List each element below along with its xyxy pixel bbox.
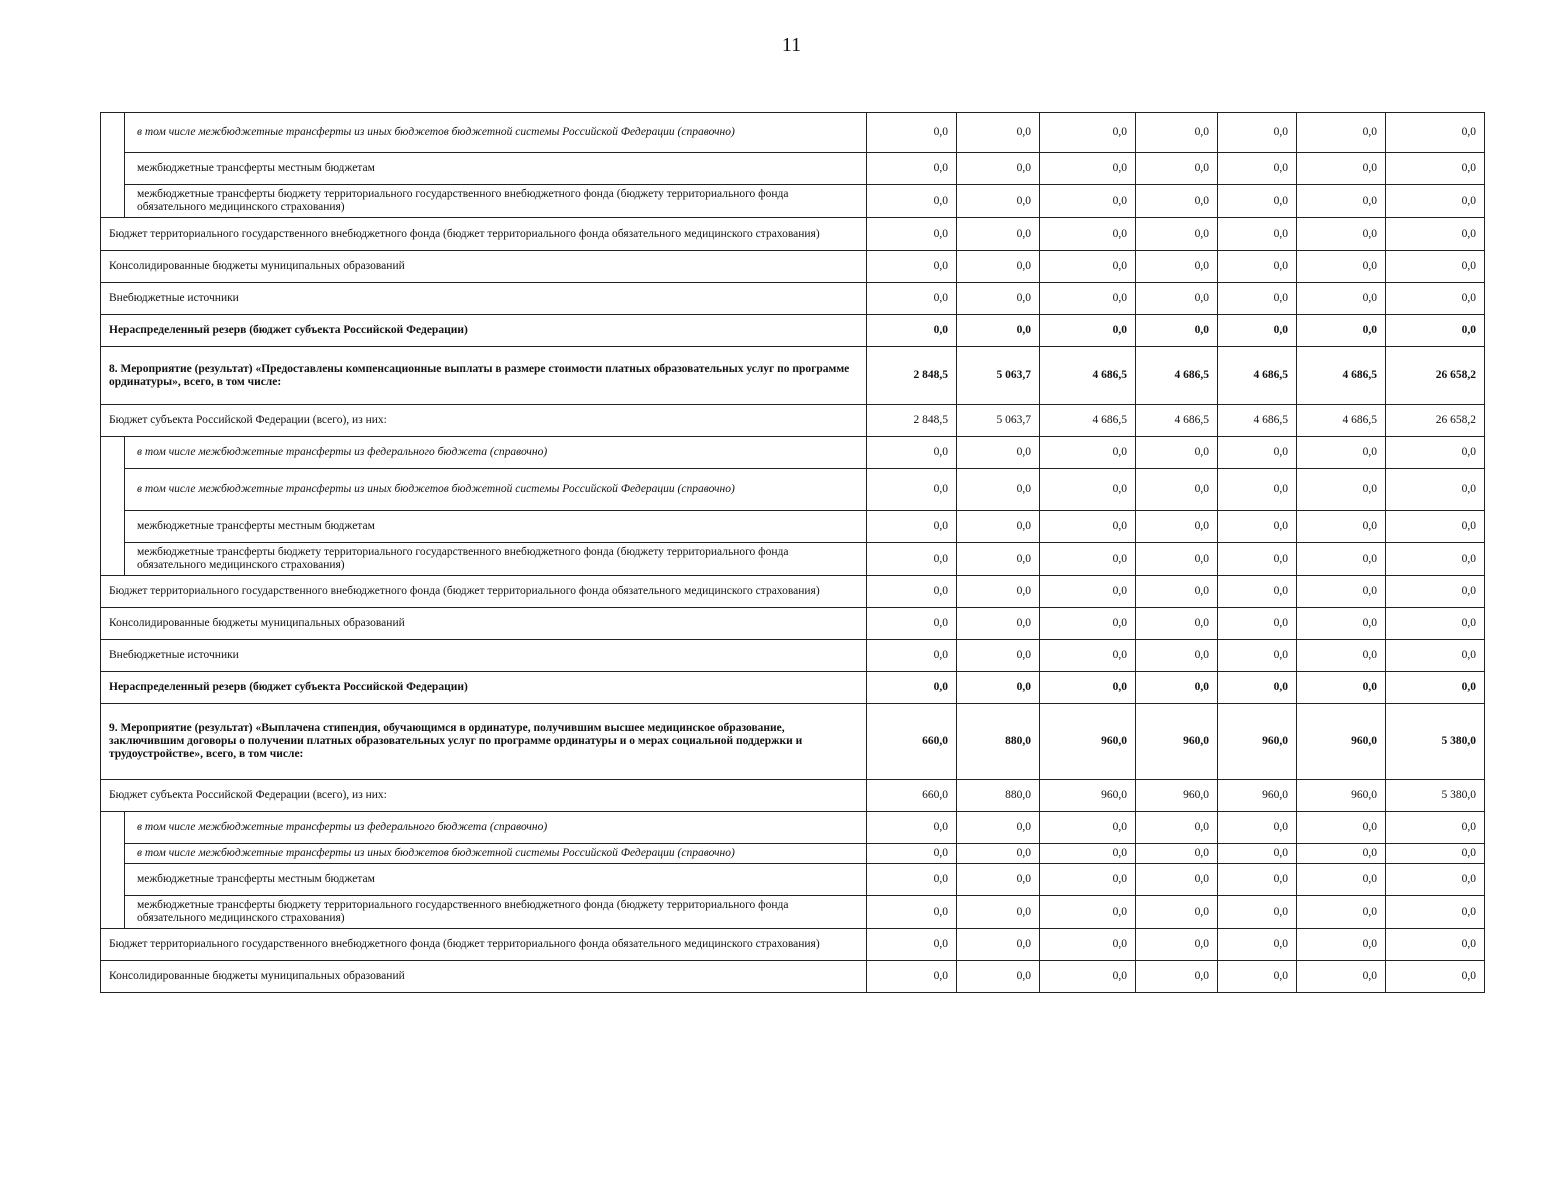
value-cell: 0,0 <box>1386 608 1485 640</box>
value-cell: 0,0 <box>1218 469 1297 511</box>
row-label: межбюджетные трансферты бюджету территориального государственного внебюджетного фонда (бюджету территориального фонда обязательного медицинского страхования) <box>125 543 867 576</box>
table-row <box>101 251 1485 283</box>
value-cell: 0,0 <box>957 961 1040 993</box>
value-cell: 0,0 <box>1386 283 1485 315</box>
value-cell: 0,0 <box>957 251 1040 283</box>
value-cell: 0,0 <box>957 437 1040 469</box>
value-cell: 0,0 <box>1040 576 1136 608</box>
value-cell: 0,0 <box>867 153 957 185</box>
indent-cell <box>101 864 125 896</box>
table-row <box>101 844 1485 864</box>
value-cell: 0,0 <box>1218 315 1297 347</box>
value-cell: 0,0 <box>1386 113 1485 153</box>
value-cell: 0,0 <box>1218 929 1297 961</box>
value-cell: 0,0 <box>1218 153 1297 185</box>
row-label: Бюджет субъекта Российской Федерации (всего), из них: <box>101 780 867 812</box>
value-cell: 0,0 <box>1136 437 1218 469</box>
value-cell: 0,0 <box>1040 153 1136 185</box>
value-cell: 0,0 <box>867 929 957 961</box>
row-label: Консолидированные бюджеты муниципальных образований <box>101 251 867 283</box>
row-label: Бюджет территориального государственного внебюджетного фонда (бюджет территориального фонда обязательного медицинского страхования) <box>101 576 867 608</box>
value-cell: 0,0 <box>1040 640 1136 672</box>
value-cell: 0,0 <box>1218 640 1297 672</box>
value-cell: 0,0 <box>1386 896 1485 929</box>
value-cell: 0,0 <box>1136 672 1218 704</box>
value-cell: 0,0 <box>1386 511 1485 543</box>
row-label: Бюджет территориального государственного внебюджетного фонда (бюджет территориального фонда обязательного медицинского страхования) <box>101 218 867 251</box>
value-cell: 0,0 <box>1040 113 1136 153</box>
value-cell: 0,0 <box>957 511 1040 543</box>
value-cell: 0,0 <box>867 608 957 640</box>
table-row <box>101 283 1485 315</box>
value-cell: 0,0 <box>1297 640 1386 672</box>
value-cell: 0,0 <box>1040 896 1136 929</box>
value-cell: 960,0 <box>1040 780 1136 812</box>
value-cell: 0,0 <box>1386 864 1485 896</box>
value-cell: 0,0 <box>1136 608 1218 640</box>
row-label: Бюджет субъекта Российской Федерации (всего), из них: <box>101 405 867 437</box>
value-cell: 0,0 <box>1136 543 1218 576</box>
table-row <box>101 896 1485 929</box>
value-cell: 0,0 <box>1136 153 1218 185</box>
table-row <box>101 929 1485 961</box>
table-row <box>101 576 1485 608</box>
indent-cell <box>101 543 125 576</box>
value-cell: 0,0 <box>1136 929 1218 961</box>
table-row <box>101 608 1485 640</box>
value-cell: 0,0 <box>1218 672 1297 704</box>
indent-cell <box>101 896 125 929</box>
value-cell: 0,0 <box>1386 961 1485 993</box>
value-cell: 0,0 <box>1297 812 1386 844</box>
row-label: 8. Мероприятие (результат) «Предоставлены компенсационные выплаты в размере стоимости платных образовательных услуг по программе ординатуры», всего, в том числе: <box>101 347 867 405</box>
table-row <box>101 864 1485 896</box>
row-label: в том числе межбюджетные трансферты из иных бюджетов бюджетной системы Российской Федерации (справочно) <box>125 113 867 153</box>
value-cell: 0,0 <box>1040 844 1136 864</box>
indent-cell <box>101 113 125 153</box>
value-cell: 4 686,5 <box>1218 405 1297 437</box>
value-cell: 0,0 <box>957 543 1040 576</box>
value-cell: 0,0 <box>1386 218 1485 251</box>
value-cell: 0,0 <box>1386 576 1485 608</box>
value-cell: 0,0 <box>1040 864 1136 896</box>
value-cell: 0,0 <box>867 576 957 608</box>
row-label: Внебюджетные источники <box>101 640 867 672</box>
value-cell: 5 380,0 <box>1386 780 1485 812</box>
value-cell: 0,0 <box>1040 672 1136 704</box>
value-cell: 0,0 <box>957 283 1040 315</box>
value-cell: 0,0 <box>1386 469 1485 511</box>
value-cell: 0,0 <box>867 218 957 251</box>
value-cell: 960,0 <box>1136 780 1218 812</box>
value-cell: 0,0 <box>1297 153 1386 185</box>
value-cell: 0,0 <box>1218 543 1297 576</box>
value-cell: 0,0 <box>1136 844 1218 864</box>
value-cell: 0,0 <box>867 961 957 993</box>
value-cell: 0,0 <box>1136 113 1218 153</box>
value-cell: 0,0 <box>1386 185 1485 218</box>
value-cell: 0,0 <box>1040 251 1136 283</box>
value-cell: 0,0 <box>957 185 1040 218</box>
table-row <box>101 511 1485 543</box>
row-label: Бюджет территориального государственного внебюджетного фонда (бюджет территориального фонда обязательного медицинского страхования) <box>101 929 867 961</box>
value-cell: 0,0 <box>1386 153 1485 185</box>
value-cell: 0,0 <box>1218 844 1297 864</box>
table-row <box>101 405 1485 437</box>
value-cell: 0,0 <box>867 315 957 347</box>
table-row <box>101 315 1485 347</box>
value-cell: 0,0 <box>1136 640 1218 672</box>
value-cell: 0,0 <box>1386 672 1485 704</box>
value-cell: 0,0 <box>867 896 957 929</box>
row-label: межбюджетные трансферты бюджету территориального государственного внебюджетного фонда (бюджету территориального фонда обязательного медицинского страхования) <box>125 185 867 218</box>
value-cell: 0,0 <box>1040 608 1136 640</box>
value-cell: 0,0 <box>1297 469 1386 511</box>
value-cell: 0,0 <box>867 113 957 153</box>
value-cell: 0,0 <box>1136 315 1218 347</box>
budget-table <box>100 112 1485 993</box>
value-cell: 0,0 <box>1136 469 1218 511</box>
value-cell: 960,0 <box>1218 704 1297 780</box>
value-cell: 0,0 <box>1297 576 1386 608</box>
table-row <box>101 218 1485 251</box>
table-row <box>101 185 1485 218</box>
value-cell: 0,0 <box>867 437 957 469</box>
value-cell: 0,0 <box>1040 543 1136 576</box>
row-label: в том числе межбюджетные трансферты из федерального бюджета (справочно) <box>125 437 867 469</box>
row-label: Внебюджетные источники <box>101 283 867 315</box>
value-cell: 0,0 <box>1386 315 1485 347</box>
table-body <box>101 113 1485 993</box>
value-cell: 0,0 <box>957 812 1040 844</box>
row-label: Консолидированные бюджеты муниципальных образований <box>101 608 867 640</box>
value-cell: 26 658,2 <box>1386 347 1485 405</box>
value-cell: 960,0 <box>1218 780 1297 812</box>
value-cell: 4 686,5 <box>1040 347 1136 405</box>
value-cell: 0,0 <box>1297 113 1386 153</box>
value-cell: 0,0 <box>1218 218 1297 251</box>
value-cell: 960,0 <box>1297 780 1386 812</box>
value-cell: 0,0 <box>1386 844 1485 864</box>
table-row <box>101 640 1485 672</box>
indent-cell <box>101 844 125 864</box>
value-cell: 0,0 <box>1218 576 1297 608</box>
table-row <box>101 704 1485 780</box>
value-cell: 0,0 <box>1386 929 1485 961</box>
value-cell: 5 063,7 <box>957 405 1040 437</box>
value-cell: 4 686,5 <box>1040 405 1136 437</box>
value-cell: 0,0 <box>1386 543 1485 576</box>
value-cell: 0,0 <box>1218 864 1297 896</box>
value-cell: 960,0 <box>1297 704 1386 780</box>
indent-cell <box>101 437 125 469</box>
table-row <box>101 437 1485 469</box>
value-cell: 0,0 <box>1297 608 1386 640</box>
table-row <box>101 543 1485 576</box>
table-row <box>101 780 1485 812</box>
value-cell: 5 380,0 <box>1386 704 1485 780</box>
value-cell: 0,0 <box>867 251 957 283</box>
value-cell: 0,0 <box>1297 672 1386 704</box>
value-cell: 0,0 <box>1040 283 1136 315</box>
value-cell: 0,0 <box>867 511 957 543</box>
value-cell: 0,0 <box>867 469 957 511</box>
value-cell: 0,0 <box>1040 929 1136 961</box>
value-cell: 2 848,5 <box>867 405 957 437</box>
value-cell: 0,0 <box>957 153 1040 185</box>
value-cell: 960,0 <box>1040 704 1136 780</box>
value-cell: 0,0 <box>1297 961 1386 993</box>
value-cell: 0,0 <box>1218 961 1297 993</box>
value-cell: 0,0 <box>957 576 1040 608</box>
value-cell: 0,0 <box>1040 437 1136 469</box>
value-cell: 4 686,5 <box>1218 347 1297 405</box>
value-cell: 0,0 <box>1040 511 1136 543</box>
value-cell: 4 686,5 <box>1136 347 1218 405</box>
value-cell: 0,0 <box>1386 812 1485 844</box>
value-cell: 0,0 <box>957 218 1040 251</box>
table-row <box>101 153 1485 185</box>
value-cell: 0,0 <box>1297 543 1386 576</box>
value-cell: 0,0 <box>1218 185 1297 218</box>
value-cell: 5 063,7 <box>957 347 1040 405</box>
value-cell: 0,0 <box>1218 812 1297 844</box>
table-row <box>101 347 1485 405</box>
value-cell: 0,0 <box>1040 185 1136 218</box>
value-cell: 0,0 <box>1040 469 1136 511</box>
value-cell: 0,0 <box>1218 251 1297 283</box>
row-label: межбюджетные трансферты местным бюджетам <box>125 864 867 896</box>
row-label: Нераспределенный резерв (бюджет субъекта Российской Федерации) <box>101 672 867 704</box>
value-cell: 0,0 <box>867 283 957 315</box>
value-cell: 0,0 <box>867 640 957 672</box>
value-cell: 0,0 <box>1297 185 1386 218</box>
value-cell: 0,0 <box>957 113 1040 153</box>
row-label: межбюджетные трансферты местным бюджетам <box>125 511 867 543</box>
value-cell: 660,0 <box>867 780 957 812</box>
value-cell: 0,0 <box>1136 812 1218 844</box>
value-cell: 0,0 <box>1297 864 1386 896</box>
value-cell: 0,0 <box>957 608 1040 640</box>
value-cell: 0,0 <box>1040 218 1136 251</box>
value-cell: 0,0 <box>957 929 1040 961</box>
value-cell: 0,0 <box>1297 315 1386 347</box>
value-cell: 0,0 <box>867 543 957 576</box>
row-label: межбюджетные трансферты местным бюджетам <box>125 153 867 185</box>
value-cell: 880,0 <box>957 780 1040 812</box>
table-row <box>101 113 1485 153</box>
indent-cell <box>101 469 125 511</box>
value-cell: 0,0 <box>1297 251 1386 283</box>
page-number: 11 <box>781 34 802 56</box>
indent-cell <box>101 511 125 543</box>
value-cell: 0,0 <box>957 896 1040 929</box>
value-cell: 0,0 <box>1297 437 1386 469</box>
value-cell: 0,0 <box>1297 511 1386 543</box>
value-cell: 0,0 <box>1218 437 1297 469</box>
value-cell: 0,0 <box>1136 185 1218 218</box>
value-cell: 0,0 <box>1218 113 1297 153</box>
value-cell: 4 686,5 <box>1297 405 1386 437</box>
value-cell: 0,0 <box>1136 576 1218 608</box>
value-cell: 0,0 <box>1386 251 1485 283</box>
value-cell: 0,0 <box>867 672 957 704</box>
value-cell: 0,0 <box>1297 896 1386 929</box>
row-label: 9. Мероприятие (результат) «Выплачена стипендия, обучающимся в ординатуре, получившим высшее медицинское образование, заключившим договоры о получении платных образовательных услуг по программе ординатуры и о мерах социальной поддержки и трудоустройстве», всего, в том числе: <box>101 704 867 780</box>
value-cell: 0,0 <box>957 672 1040 704</box>
value-cell: 0,0 <box>1136 251 1218 283</box>
value-cell: 0,0 <box>1218 283 1297 315</box>
value-cell: 0,0 <box>1386 437 1485 469</box>
table-row <box>101 812 1485 844</box>
value-cell: 0,0 <box>1040 315 1136 347</box>
row-label: Консолидированные бюджеты муниципальных образований <box>101 961 867 993</box>
row-label: межбюджетные трансферты бюджету территориального государственного внебюджетного фонда (бюджету территориального фонда обязательного медицинского страхования) <box>125 896 867 929</box>
indent-cell <box>101 185 125 218</box>
value-cell: 0,0 <box>1136 961 1218 993</box>
value-cell: 0,0 <box>1136 896 1218 929</box>
value-cell: 0,0 <box>1136 511 1218 543</box>
row-label: в том числе межбюджетные трансферты из федерального бюджета (справочно) <box>125 812 867 844</box>
value-cell: 880,0 <box>957 704 1040 780</box>
value-cell: 0,0 <box>957 864 1040 896</box>
value-cell: 0,0 <box>957 640 1040 672</box>
value-cell: 0,0 <box>1297 844 1386 864</box>
value-cell: 4 686,5 <box>1297 347 1386 405</box>
value-cell: 2 848,5 <box>867 347 957 405</box>
value-cell: 0,0 <box>1136 283 1218 315</box>
value-cell: 0,0 <box>1040 961 1136 993</box>
value-cell: 0,0 <box>1218 608 1297 640</box>
value-cell: 660,0 <box>867 704 957 780</box>
value-cell: 0,0 <box>1040 812 1136 844</box>
indent-cell <box>101 153 125 185</box>
value-cell: 0,0 <box>957 469 1040 511</box>
value-cell: 0,0 <box>867 864 957 896</box>
value-cell: 0,0 <box>1136 864 1218 896</box>
value-cell: 0,0 <box>867 844 957 864</box>
row-label: в том числе межбюджетные трансферты из иных бюджетов бюджетной системы Российской Федерации (справочно) <box>125 469 867 511</box>
value-cell: 0,0 <box>1386 640 1485 672</box>
row-label: в том числе межбюджетные трансферты из иных бюджетов бюджетной системы Российской Федерации (справочно) <box>125 844 867 864</box>
value-cell: 0,0 <box>1136 218 1218 251</box>
table-row <box>101 672 1485 704</box>
indent-cell <box>101 812 125 844</box>
value-cell: 0,0 <box>1218 896 1297 929</box>
value-cell: 0,0 <box>957 844 1040 864</box>
value-cell: 0,0 <box>867 185 957 218</box>
value-cell: 960,0 <box>1136 704 1218 780</box>
value-cell: 0,0 <box>1218 511 1297 543</box>
row-label: Нераспределенный резерв (бюджет субъекта Российской Федерации) <box>101 315 867 347</box>
table-row <box>101 961 1485 993</box>
value-cell: 0,0 <box>1297 929 1386 961</box>
value-cell: 0,0 <box>1297 218 1386 251</box>
value-cell: 4 686,5 <box>1136 405 1218 437</box>
value-cell: 0,0 <box>867 812 957 844</box>
value-cell: 0,0 <box>1297 283 1386 315</box>
value-cell: 0,0 <box>957 315 1040 347</box>
table-row <box>101 469 1485 511</box>
value-cell: 26 658,2 <box>1386 405 1485 437</box>
